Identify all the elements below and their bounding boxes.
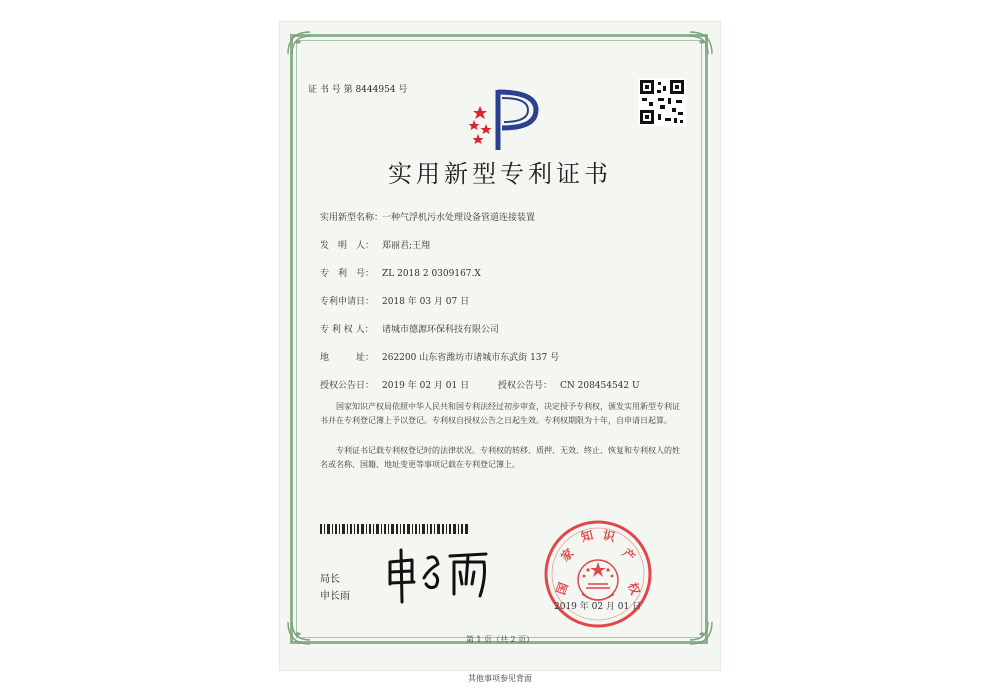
field-value: 2019 年 02 月 01 日 <box>382 381 470 391</box>
field-name <box>320 210 535 223</box>
field-label: 授权公告日： <box>320 381 375 391</box>
director-name: 申长雨 <box>320 591 350 602</box>
svg-text:知: 知 <box>579 527 595 545</box>
field-label: 发 明 人： <box>320 241 375 251</box>
barcode-icon <box>320 524 468 534</box>
corner-ornament-icon <box>688 30 714 56</box>
field-value: CN 208454542 U <box>560 381 640 391</box>
field-value: 一种气浮机污水处理设备管道连接装置 <box>382 213 536 223</box>
legal-paragraph-2: 专利证书记载专利权登记时的法律状况。专利权的转移、质押、无效、终止、恢复和专利权人的姓名或名称、国籍、地址变更等事项记载在专利登记簿上。 <box>320 446 680 469</box>
field-label: 专 利 号： <box>320 269 375 279</box>
seal-date: 2019 年 02 月 01 日 <box>554 602 642 612</box>
field-application-date <box>320 294 469 307</box>
corner-ornament-icon <box>286 30 312 56</box>
field-address <box>320 350 559 363</box>
svg-text:家: 家 <box>558 545 577 565</box>
handwritten-signature-icon <box>384 544 494 606</box>
field-value: 郑丽君;王翔 <box>382 241 431 251</box>
field-value: ZL 2018 2 0309167.X <box>382 269 481 279</box>
field-value: 诸城市德源环保科技有限公司 <box>382 325 500 335</box>
svg-text:国: 国 <box>553 580 571 597</box>
field-label: 地 址： <box>320 353 375 363</box>
field-patent-number <box>320 266 481 279</box>
legal-paragraph-1: 国家知识产权局依照中华人民共和国专利法经过初步审查，决定授予专利权，颁发实用新型专利证书并在专利登记簿上予以登记。专利权自授权公告之日起生效。专利权期限为十年，自申请日起算。 <box>320 402 680 425</box>
official-seal-icon <box>542 518 654 630</box>
field-inventor <box>320 238 430 251</box>
field-label: 实用新型名称： <box>320 213 384 223</box>
certificate-number: 证 书 号 第 8444954 号 <box>308 85 408 95</box>
patent-office-logo-icon <box>464 84 544 154</box>
field-label: 专利申请日： <box>320 297 375 307</box>
certificate-title: 实用新型专利证书 <box>388 160 612 188</box>
field-label: 授权公告号： <box>498 381 553 391</box>
field-label: 专 利 权 人： <box>320 325 374 335</box>
page-number: 第 1 页（共 2 页） <box>465 635 535 644</box>
field-grant-number <box>498 378 640 391</box>
field-grant-date <box>320 378 469 391</box>
svg-text:权: 权 <box>625 580 643 597</box>
qr-code-icon <box>638 78 686 126</box>
director-title: 局长 <box>320 574 340 585</box>
field-value: 262200 山东省潍坊市诸城市东武街 137 号 <box>382 353 560 363</box>
field-value: 2018 年 03 月 07 日 <box>382 297 470 307</box>
footer-note: 其他事项参见背面 <box>468 674 532 683</box>
svg-text:识: 识 <box>601 527 617 545</box>
field-patentee <box>320 322 499 335</box>
certificate-paper <box>280 22 720 670</box>
svg-text:产: 产 <box>619 545 638 565</box>
